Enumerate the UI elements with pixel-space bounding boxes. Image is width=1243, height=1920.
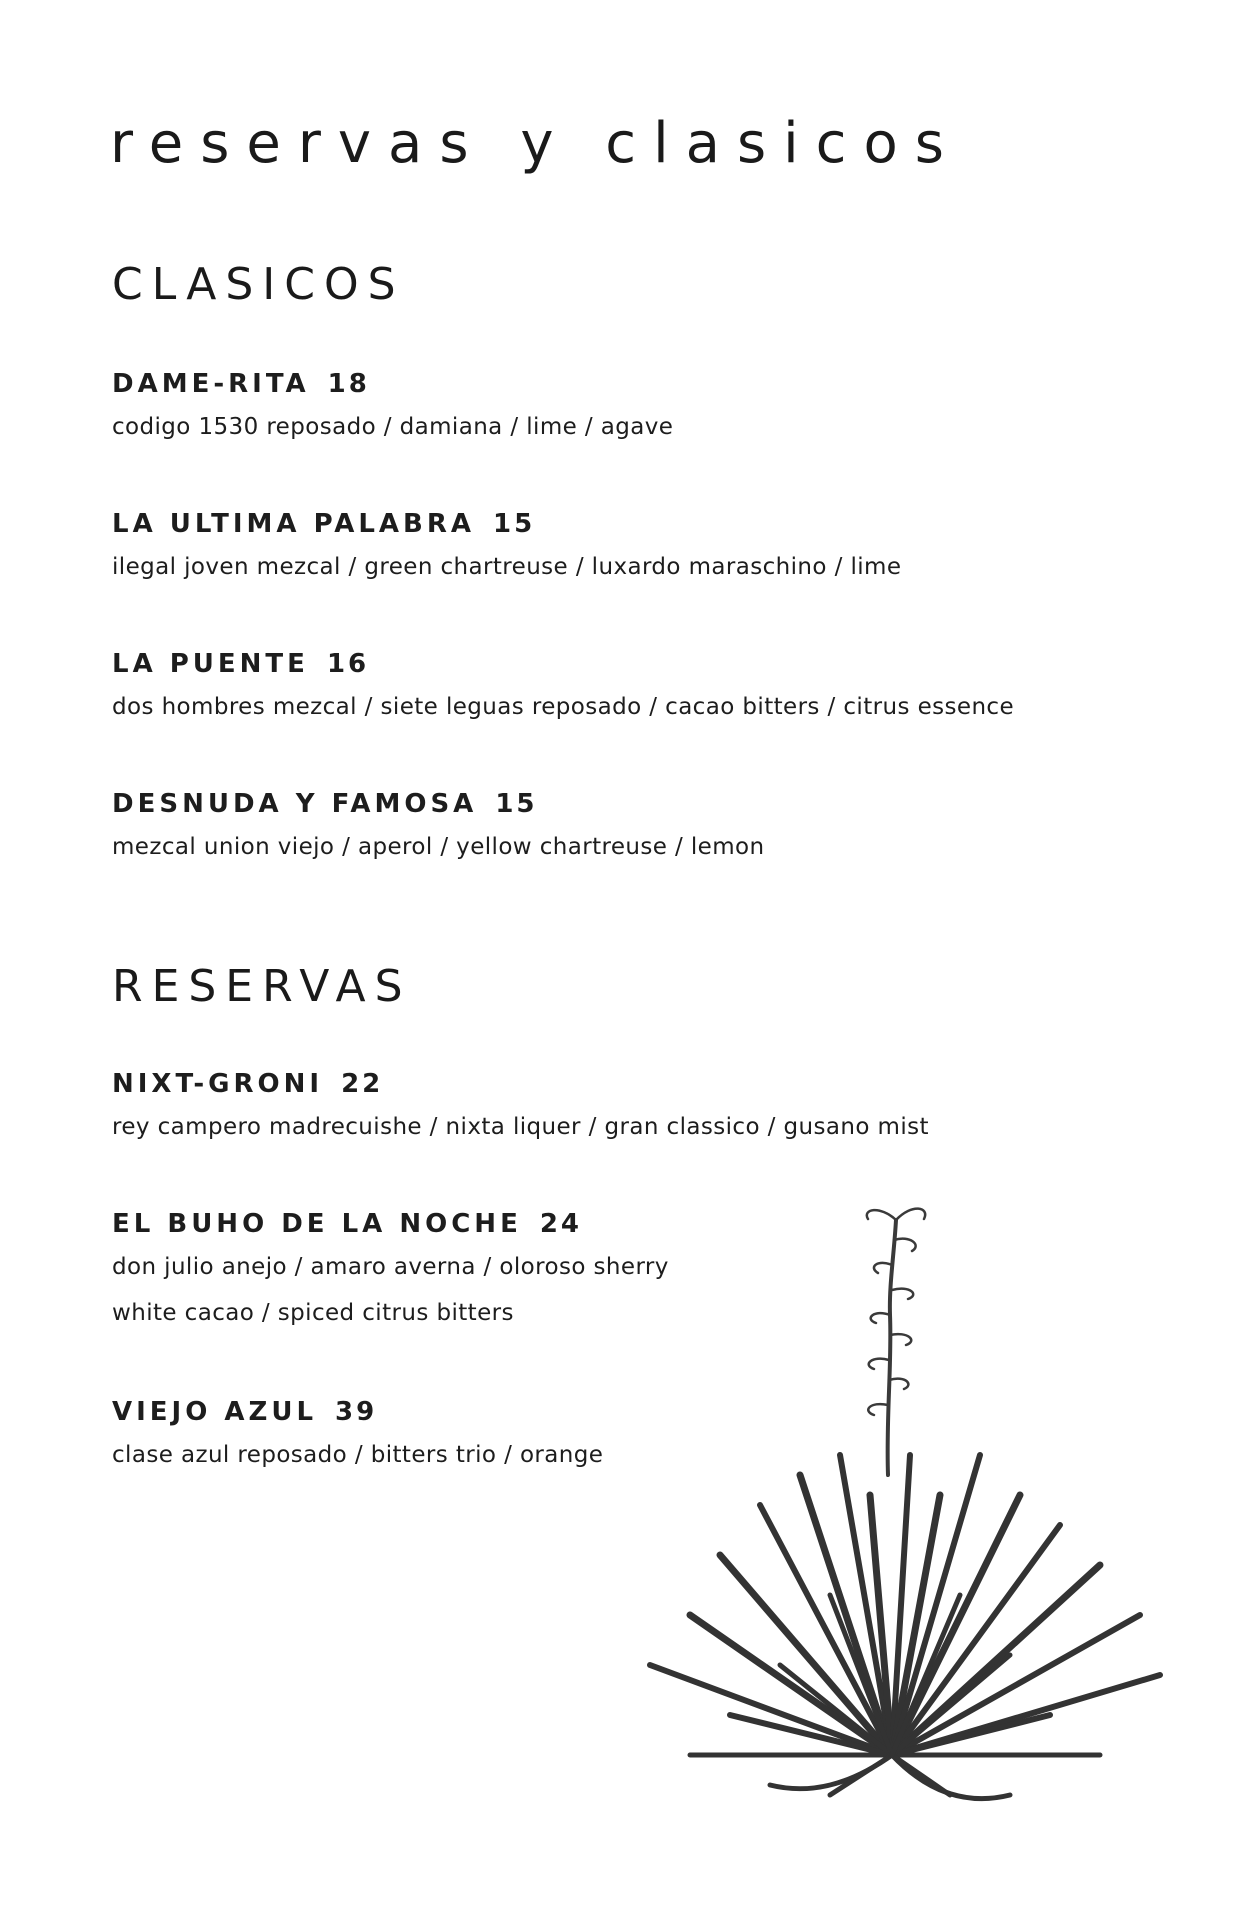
item-description: rey campero madrecuishe / nixta liquer / gran classico / gusano mist — [112, 1114, 929, 1140]
agave-flower-stalk — [867, 1209, 925, 1475]
menu-item-viejo-azul — [112, 1396, 603, 1478]
item-description: don julio anejo / amaro averna / oloroso sherry — [112, 1254, 669, 1280]
agave-plant-illustration — [630, 1195, 1170, 1815]
menu-item-nixt-groni — [112, 1068, 929, 1150]
item-price: 18 — [327, 369, 370, 399]
item-price: 15 — [493, 509, 536, 539]
item-name: VIEJO AZUL — [112, 1397, 318, 1427]
item-description: mezcal union viejo / aperol / yellow chartreuse / lemon — [112, 834, 765, 860]
menu-item-el-buho-de-la-noche — [112, 1208, 669, 1336]
item-name: NIXT-GRONI — [112, 1069, 324, 1099]
menu-item-la-ultima-palabra — [112, 508, 901, 590]
section-heading-clasicos: CLASICOS — [112, 259, 405, 310]
item-price: 39 — [335, 1397, 378, 1427]
item-name: DAME-RITA — [112, 369, 310, 399]
item-description: dos hombres mezcal / siete leguas reposado / cacao bitters / citrus essence — [112, 694, 1015, 720]
agave-rosette-leaves — [650, 1455, 1160, 1799]
item-price: 24 — [539, 1209, 583, 1239]
item-price: 15 — [495, 789, 538, 819]
page-title: reservas y clasicos — [110, 111, 961, 176]
item-name: LA PUENTE — [112, 649, 309, 679]
item-price: 16 — [326, 649, 370, 679]
item-name: LA ULTIMA PALABRA — [112, 509, 476, 539]
item-description: codigo 1530 reposado / damiana / lime / agave — [112, 414, 674, 440]
section-heading-reservas: RESERVAS — [112, 961, 412, 1012]
menu-item-dame-rita — [112, 368, 673, 450]
item-description: ilegal joven mezcal / green chartreuse / luxardo maraschino / lime — [112, 554, 902, 580]
item-price: 22 — [341, 1069, 384, 1099]
menu-item-la-puente — [112, 648, 1014, 730]
item-name: EL BUHO DE LA NOCHE — [112, 1209, 522, 1239]
menu-item-desnuda-y-famosa — [112, 788, 765, 870]
item-description-line-2: white cacao / spiced citrus bitters — [112, 1300, 514, 1326]
item-description: clase azul reposado / bitters trio / orange — [112, 1442, 604, 1468]
item-name: DESNUDA Y FAMOSA — [112, 789, 478, 819]
